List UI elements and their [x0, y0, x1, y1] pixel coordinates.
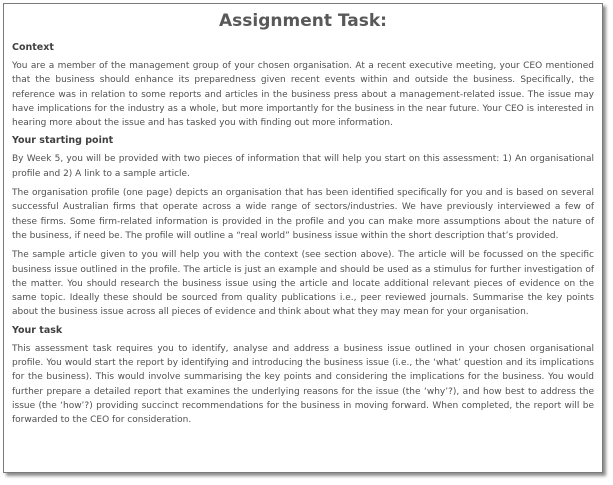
context-paragraph: You are a member of the management group of your chosen organisation. At a recent executive meeting, your CEO mentioned that the business should enhance its preparedness given recent events within and outside the business. Specifically, the reference was in relation to some reports and articles in the business press about a management-related issue. The issue may have implications for the industry as a whole, but more importantly for the business in the near future. Your CEO is interested in hearing more about the issue and has tasked you with finding out more information.	[12, 61, 594, 129]
starting-point-paragraph-2: The organisation profile (one page) depicts an organisation that has been identified specifically for you and is based on several successful Australian firms that operate across a wide range of sectors/industries. We have previously interviewed a few of these firms. Some firm-related information is provided in the profile and you can make more assumptions about the nature of the business, if need be. The profile will outline a “real world” business issue within the short description that’s provided.	[12, 188, 594, 241]
section-heading-starting-point: Your starting point	[12, 135, 114, 147]
starting-point-paragraph-1: By Week 5, you will be provided with two pieces of information that will help you start on this assessment: 1) An organisational profile and 2) A link to a sample article.	[12, 154, 594, 179]
starting-point-paragraph-3: The sample article given to you will help you with the context (see section above). The article will be focussed on the specific business issue outlined in the profile. The article is just an example and should be used as a stimulus for further investigation of the matter. You should research the business issue using the article and locate additional relevant pieces of evidence on the same topic. Ideally these should be sourced from quality publications i.e., peer reviewed journals. Summarise the key points about the business issue across all pieces of evidence and think about what they may mean for your organisation.	[12, 250, 594, 318]
page-title: Assignment Task:	[219, 11, 387, 31]
assignment-task-panel	[3, 3, 603, 473]
section-heading-task: Your task	[12, 324, 63, 336]
task-paragraph: This assessment task requires you to identify, analyse and address a business issue outlined in your chosen organisational profile. You would start the report by identifying and introducing the business issue (i.e., the ‘what’ question and its implications for the business). This would involve summarising the key points and considering the implications for the business. You would further prepare a detailed report that examines the underlying reasons for the issue (the ‘why’?), and how best to address the issue (the ‘how’?) providing succinct recommendations for the business in moving forward. When completed, the report will be forwarded to the CEO for consideration.	[12, 343, 594, 426]
section-heading-context: Context	[12, 42, 54, 53]
